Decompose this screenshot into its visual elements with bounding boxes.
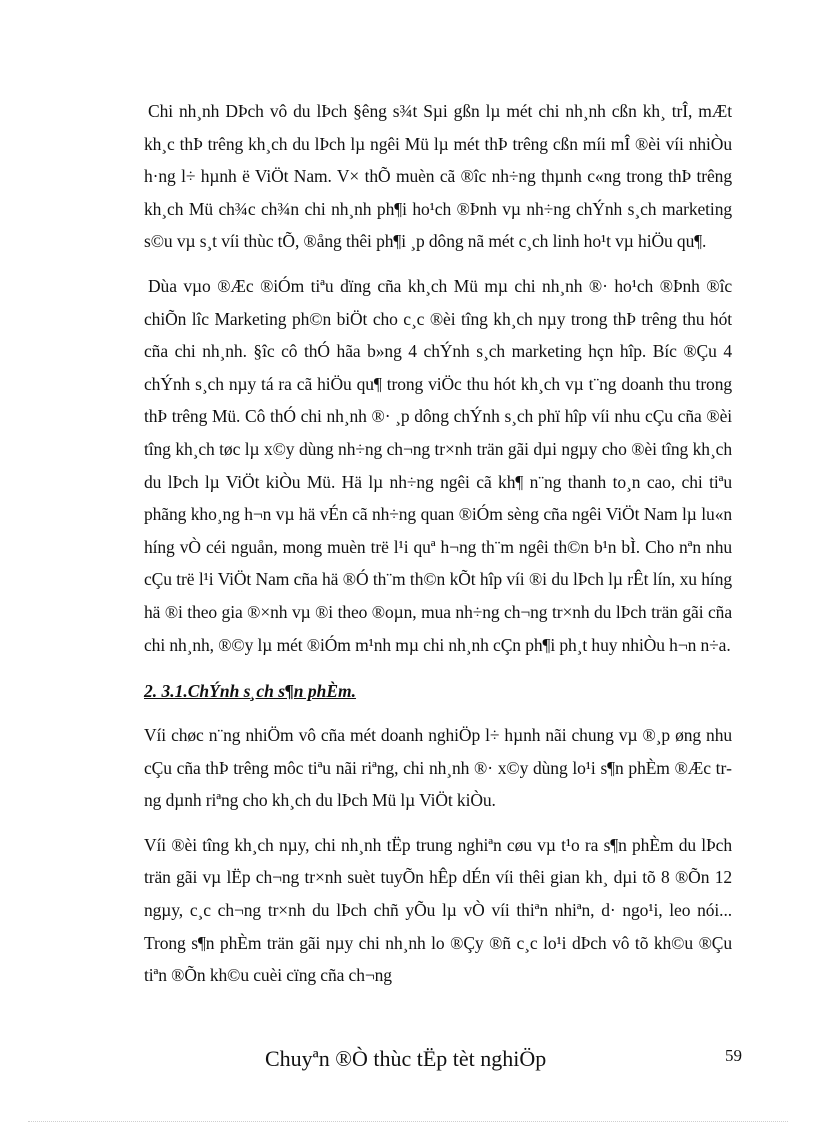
page-footer	[0, 1040, 816, 1080]
page-number: 59	[725, 1046, 742, 1065]
footer-title: Chuyªn ®Ò thùc tËp tèt nghiÖp	[265, 1046, 547, 1071]
page-body	[144, 95, 732, 992]
body-paragraph-1: Chi nh¸nh DÞch vô du lÞch §êng s¾t Sµi gßn lµ mét chi nh¸nh cßn kh¸ trÎ, mÆt kh¸c thÞ trêng kh¸ch du lÞch lµ ngêi Mü lµ mét thÞ trêng cßn míi mÎ ®èi víi nhiÒu h·ng l÷ hµnh ë ViÖt Nam. V× thÕ muèn cã ®îc nh÷ng thµnh c«ng trong thÞ trêng kh¸ch Mü ch¾c ch¾n chi nh¸nh ph¶i ho¹ch ®Þnh vµ nh÷ng chÝnh s¸ch marketing s©u vµ s¸t víi thùc tÕ, ®ång thêi ph¶i ¸p dông nã mét c¸ch linh ho¹t vµ hiÖu qu¶.	[144, 101, 732, 252]
section-paragraph-1: Víi chøc n¨ng nhiÖm vô cña mét doanh nghiÖp l÷ hµnh nãi chung vµ ®¸p øng nhu cÇu cña thÞ trêng môc tiªu nãi riªng, chi nh¸nh ®· x©y dùng lo¹i s¶n phÈm ®Æc trng dµnh riªng cho kh¸ch du lÞch Mü lµ ViÖt kiÒu.	[144, 725, 732, 811]
page-edge-divider	[28, 1121, 788, 1122]
body-paragraph-2: Dùa vµo ®Æc ®iÓm tiªu dïng cña kh¸ch Mü mµ chi nh¸nh ®· ho¹ch ®Þnh ®îc chiÕn lîc Marketing ph©n biÖt cho c¸c ®èi tîng kh¸ch nµy trong thÞ trêng thu hót cña chi nh¸nh. §îc cô thÓ hãa b»ng 4 chÝnh s¸ch marketing hçn hîp. Bíc ®Çu 4 chÝnh s¸ch nµy tá ra cã hiÖu qu¶ trong viÖc thu hót kh¸ch vµ t¨ng doanh thu trong thÞ trêng Mü. Cô thÓ chi nh¸nh ®· ¸p dông chÝnh s¸ch phï hîp víi nhu cÇu cña ®èi tîng kh¸ch tøc lµ x©y dùng nh÷ng ch¬ng tr×nh trän gãi dµi ngµy cho ®èi tîng kh¸ch du lÞch lµ ViÖt kiÒu Mü. Hä lµ nh÷ng ngêi cã kh¶ n¨ng thanh to¸n cao, chi tiªu phãng kho¸ng h¬n vµ hä vÉn cã nh÷ng quan ®iÓm sèng cña ngêi ViÖt Nam lµ lu«n híng vÒ céi nguån, mong muèn trë l¹i quª h¬ng th¨m ngêi th©n b¹n bÌ. Cho nªn nhu cÇu trë l¹i ViÖt Nam cña hä ®Ó th¨m th©n kÕt hîp víi ®i du lÞch lµ rÊt lín, xu híng hä ®i theo gia ®×nh vµ ®i theo ®oµn, mua nh÷ng ch¬ng tr×nh du lÞch trän gãi cña chi nh¸nh, ®©y lµ mét ®iÓm m¹nh mµ chi nh¸nh cÇn ph¶i ph¸t huy nhiÒu h¬n n÷a.	[144, 275, 732, 655]
section-paragraph-2: Víi ®èi tîng kh¸ch nµy, chi nh¸nh tËp trung nghiªn cøu vµ t¹o ra s¶n phÈm du lÞch trän gãi vµ lËp ch¬ng tr×nh suèt tuyÕn hÊp dÉn víi thêi gian kh¸ dµi tõ 8 ®Õn 12 ngµy, c¸c ch¬ng tr×nh du lÞch chñ yÕu lµ vÒ víi thiªn nhiªn, d· ngo¹i, leo nói... Trong s¶n phÈm trän gãi nµy chi nh¸nh lo ®Çy ®ñ c¸c lo¹i dÞch vô tõ kh©u ®Çu tiªn ®Õn kh©u cuèi cïng cña ch¬ng	[144, 834, 732, 986]
section-heading: 2. 3.1.ChÝnh s¸ch s¶n phÈm.	[144, 681, 357, 702]
